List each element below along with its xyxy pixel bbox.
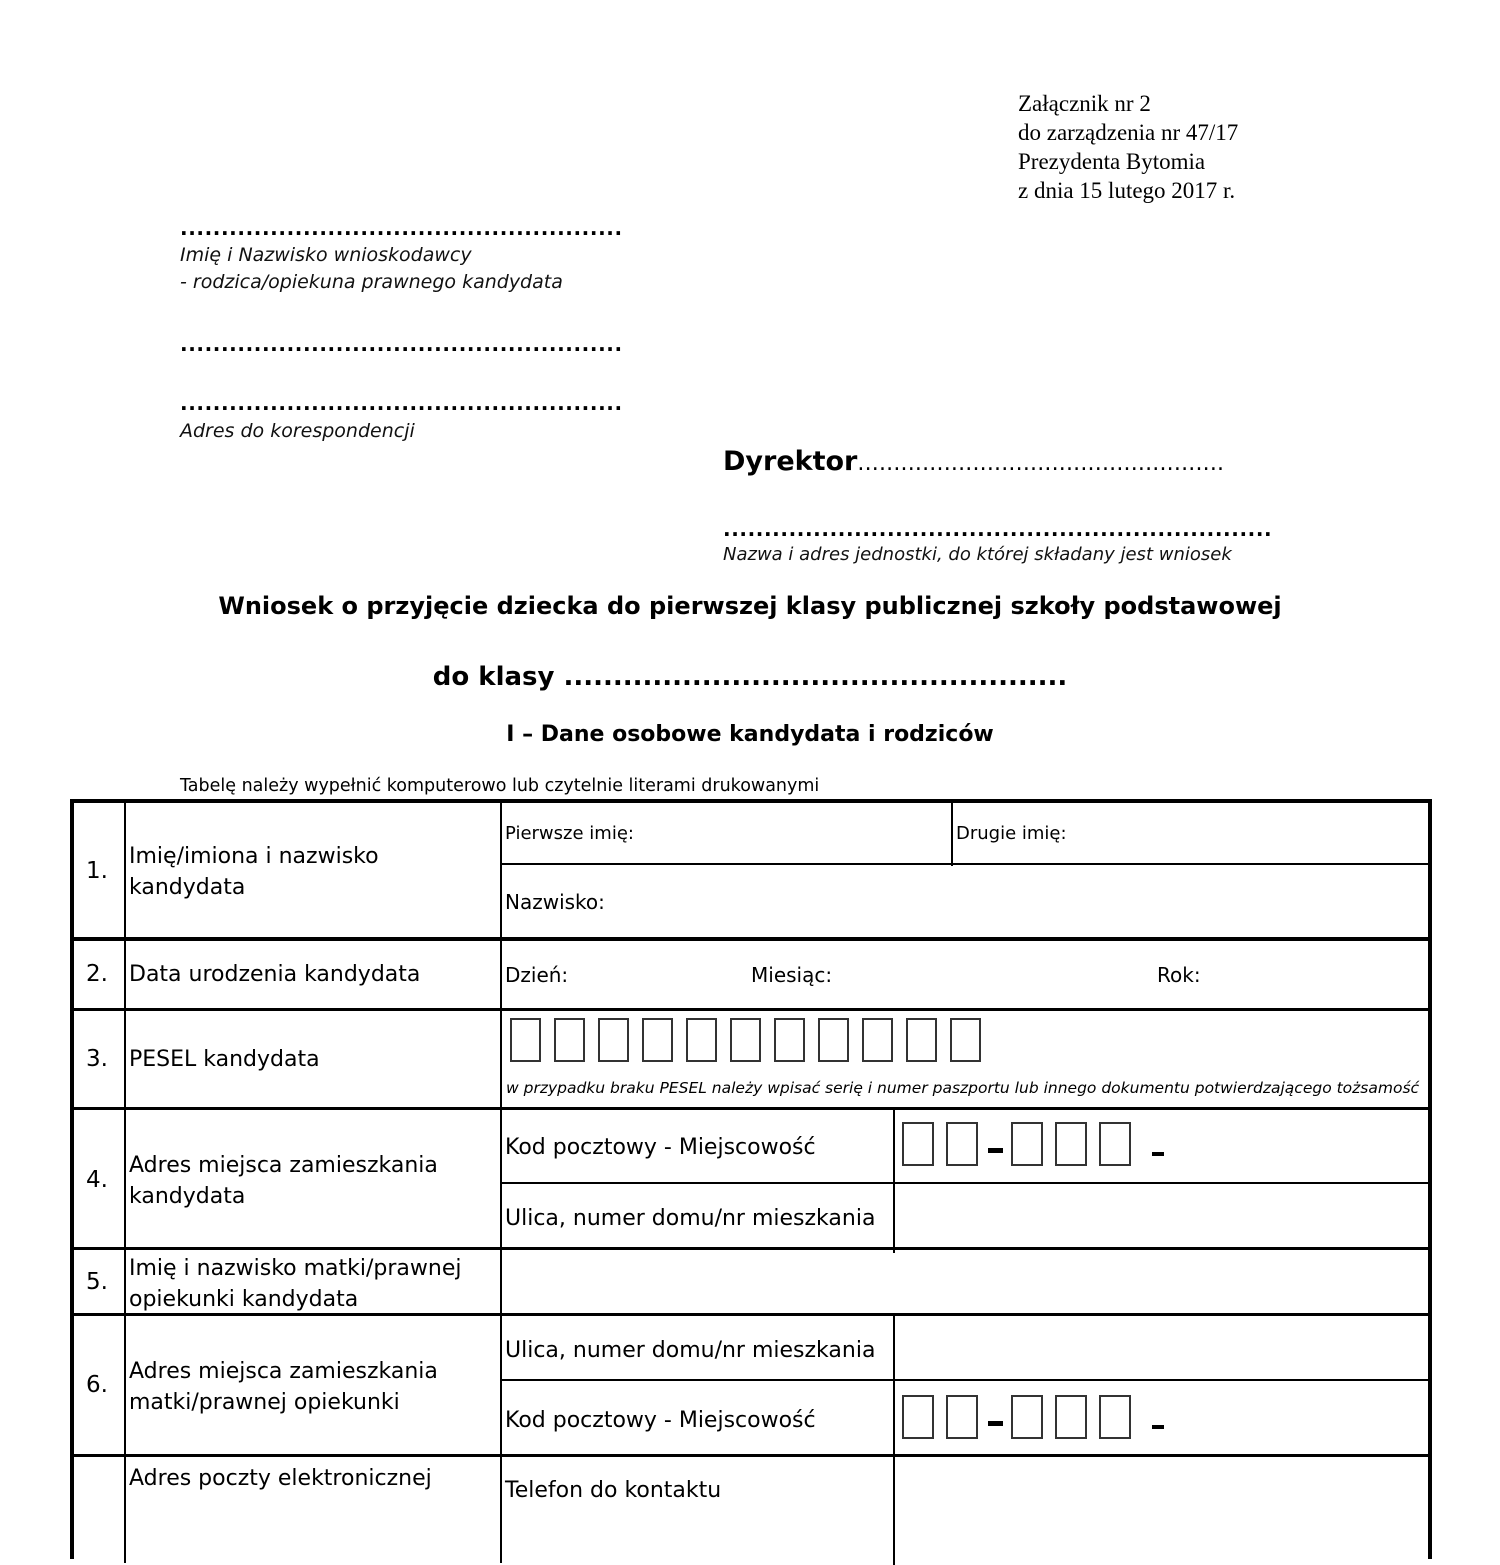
row-4-label [129,1150,438,1212]
unit-label: Nazwa i adres jednostki, do której składany jest wniosek [723,544,1232,565]
second-name-field[interactable]: Drugie imię: [956,823,1067,844]
row-7-phone-label: Telefon do kontaktu [505,1478,722,1503]
postal-box[interactable] [946,1122,978,1166]
postal-city-separator [1152,1425,1164,1429]
pesel-box[interactable] [510,1018,541,1062]
birth-day-field[interactable]: Dzień: [505,963,569,987]
pesel-note: w przypadku braku PESEL należy wpisać serię i numer paszportu lub innego dokumentu potwierdzającego tożsamość [506,1079,1420,1097]
row-5-label-line2: opiekunki kandydata [129,1287,359,1312]
attachment-line-4: z dnia 15 lutego 2017 r. [1018,178,1236,203]
applicant-name-field[interactable]: ...................................................... [180,218,623,238]
row-1-label-line1: Imię/imiona i nazwisko [129,844,379,869]
postal-box[interactable] [902,1395,934,1439]
col-divider-row4 [893,1109,895,1253]
row-1-label [129,841,379,903]
row-4-label-line2: kandydata [129,1184,246,1209]
row-6-number: 6. [86,1372,108,1398]
applicant-name-label: Imię i Nazwisko wnioskodawcy [180,244,472,266]
row-4-postal-label: Kod pocztowy - Miejscowość [505,1135,816,1160]
pesel-box[interactable] [774,1018,805,1062]
postal-box[interactable] [1099,1395,1131,1439]
row-1-label-line2: kandydata [129,875,246,900]
postal-box[interactable] [1011,1395,1043,1439]
row-4-label-line1: Adres miejsca zamieszkania [129,1153,438,1178]
postal-box[interactable] [1011,1122,1043,1166]
director-field[interactable]: ................................................... [857,451,1225,476]
row4-inner-divider [500,1182,1432,1184]
row-1-number: 1. [86,858,108,884]
attachment-line-2: do zarządzenia nr 47/17 [1018,120,1239,145]
director-label: Dyrektor [723,446,858,477]
pesel-box[interactable] [554,1018,585,1062]
row-6-label [129,1356,438,1418]
pesel-box[interactable] [730,1018,761,1062]
attachment-header [1018,89,1238,205]
row1-inner-divider [500,863,1432,865]
table-instruction: Tabelę należy wypełnić komputerowo lub czytelnie literami drukowanymi [180,776,820,796]
row-3-label: PESEL kandydata [129,1047,320,1072]
pesel-box[interactable] [818,1018,849,1062]
row-6-label-line2: matki/prawnej opiekunki [129,1390,400,1415]
first-name-field[interactable]: Pierwsze imię: [505,823,634,844]
pesel-box[interactable] [906,1018,937,1062]
unit-field[interactable]: ................................................................... [723,519,1273,539]
mother-name-field[interactable] [502,1250,1432,1313]
postal-city-separator [1152,1152,1164,1156]
birth-month-field[interactable]: Miesiąc: [751,963,833,987]
pesel-box[interactable] [642,1018,673,1062]
postal-box[interactable] [1055,1395,1087,1439]
applicant-address-label: Adres do korespondencji [180,420,415,442]
director-line [723,446,1224,477]
section-title: I – Dane osobowe kandydata i rodziców [506,722,994,747]
row-6-postal-label: Kod pocztowy - Miejscowość [505,1408,816,1433]
col-divider-num [124,803,126,1563]
row-2-label: Data urodzenia kandydata [129,962,421,987]
form-title: Wniosek o przyjęcie dziecka do pierwszej klasy publicznej szkoły podstawowej [218,592,1282,620]
row-4-street-label: Ulica, numer domu/nr mieszkania [505,1206,876,1231]
pesel-box[interactable] [598,1018,629,1062]
row-divider-3 [74,1107,1432,1110]
col-divider-row6-7 [893,1315,895,1565]
applicant-address-field-2[interactable]: ...................................................... [180,393,623,413]
row6-inner-divider [500,1379,1432,1381]
pesel-box[interactable] [950,1018,981,1062]
row-divider-1 [74,937,1432,941]
postal-dash [988,1421,1003,1426]
birth-year-field[interactable]: Rok: [1157,963,1201,987]
postal-box[interactable] [1055,1122,1087,1166]
row-5-label-line1: Imię i nazwisko matki/prawnej [129,1256,462,1281]
surname-field[interactable]: Nazwisko: [505,890,605,914]
postal-dash [988,1148,1003,1153]
row-divider-2 [74,1008,1432,1011]
row-5-number: 5. [86,1269,108,1295]
row-7-label: Adres poczty elektronicznej [129,1466,432,1491]
attachment-line-3: Prezydenta Bytomia [1018,149,1206,174]
attachment-line-1: Załącznik nr 2 [1018,91,1151,116]
postal-box[interactable] [946,1395,978,1439]
pesel-box[interactable] [686,1018,717,1062]
col-divider-second-name [951,803,953,866]
applicant-name-sublabel: - rodzica/opiekuna prawnego kandydata [180,271,563,293]
candidate-data-table [70,799,1432,1559]
applicant-address-field-1[interactable]: ...................................................... [180,334,623,354]
row-4-number: 4. [86,1167,108,1193]
row-2-number: 2. [86,961,108,987]
postal-box[interactable] [902,1122,934,1166]
row-6-label-line1: Adres miejsca zamieszkania [129,1359,438,1384]
row-divider-6 [74,1454,1432,1457]
row-6-street-label: Ulica, numer domu/nr mieszkania [505,1338,876,1363]
row-3-number: 3. [86,1046,108,1072]
row-5-label [129,1253,462,1315]
class-line[interactable]: do klasy ................................................... [432,662,1068,692]
postal-box[interactable] [1099,1122,1131,1166]
pesel-box[interactable] [862,1018,893,1062]
